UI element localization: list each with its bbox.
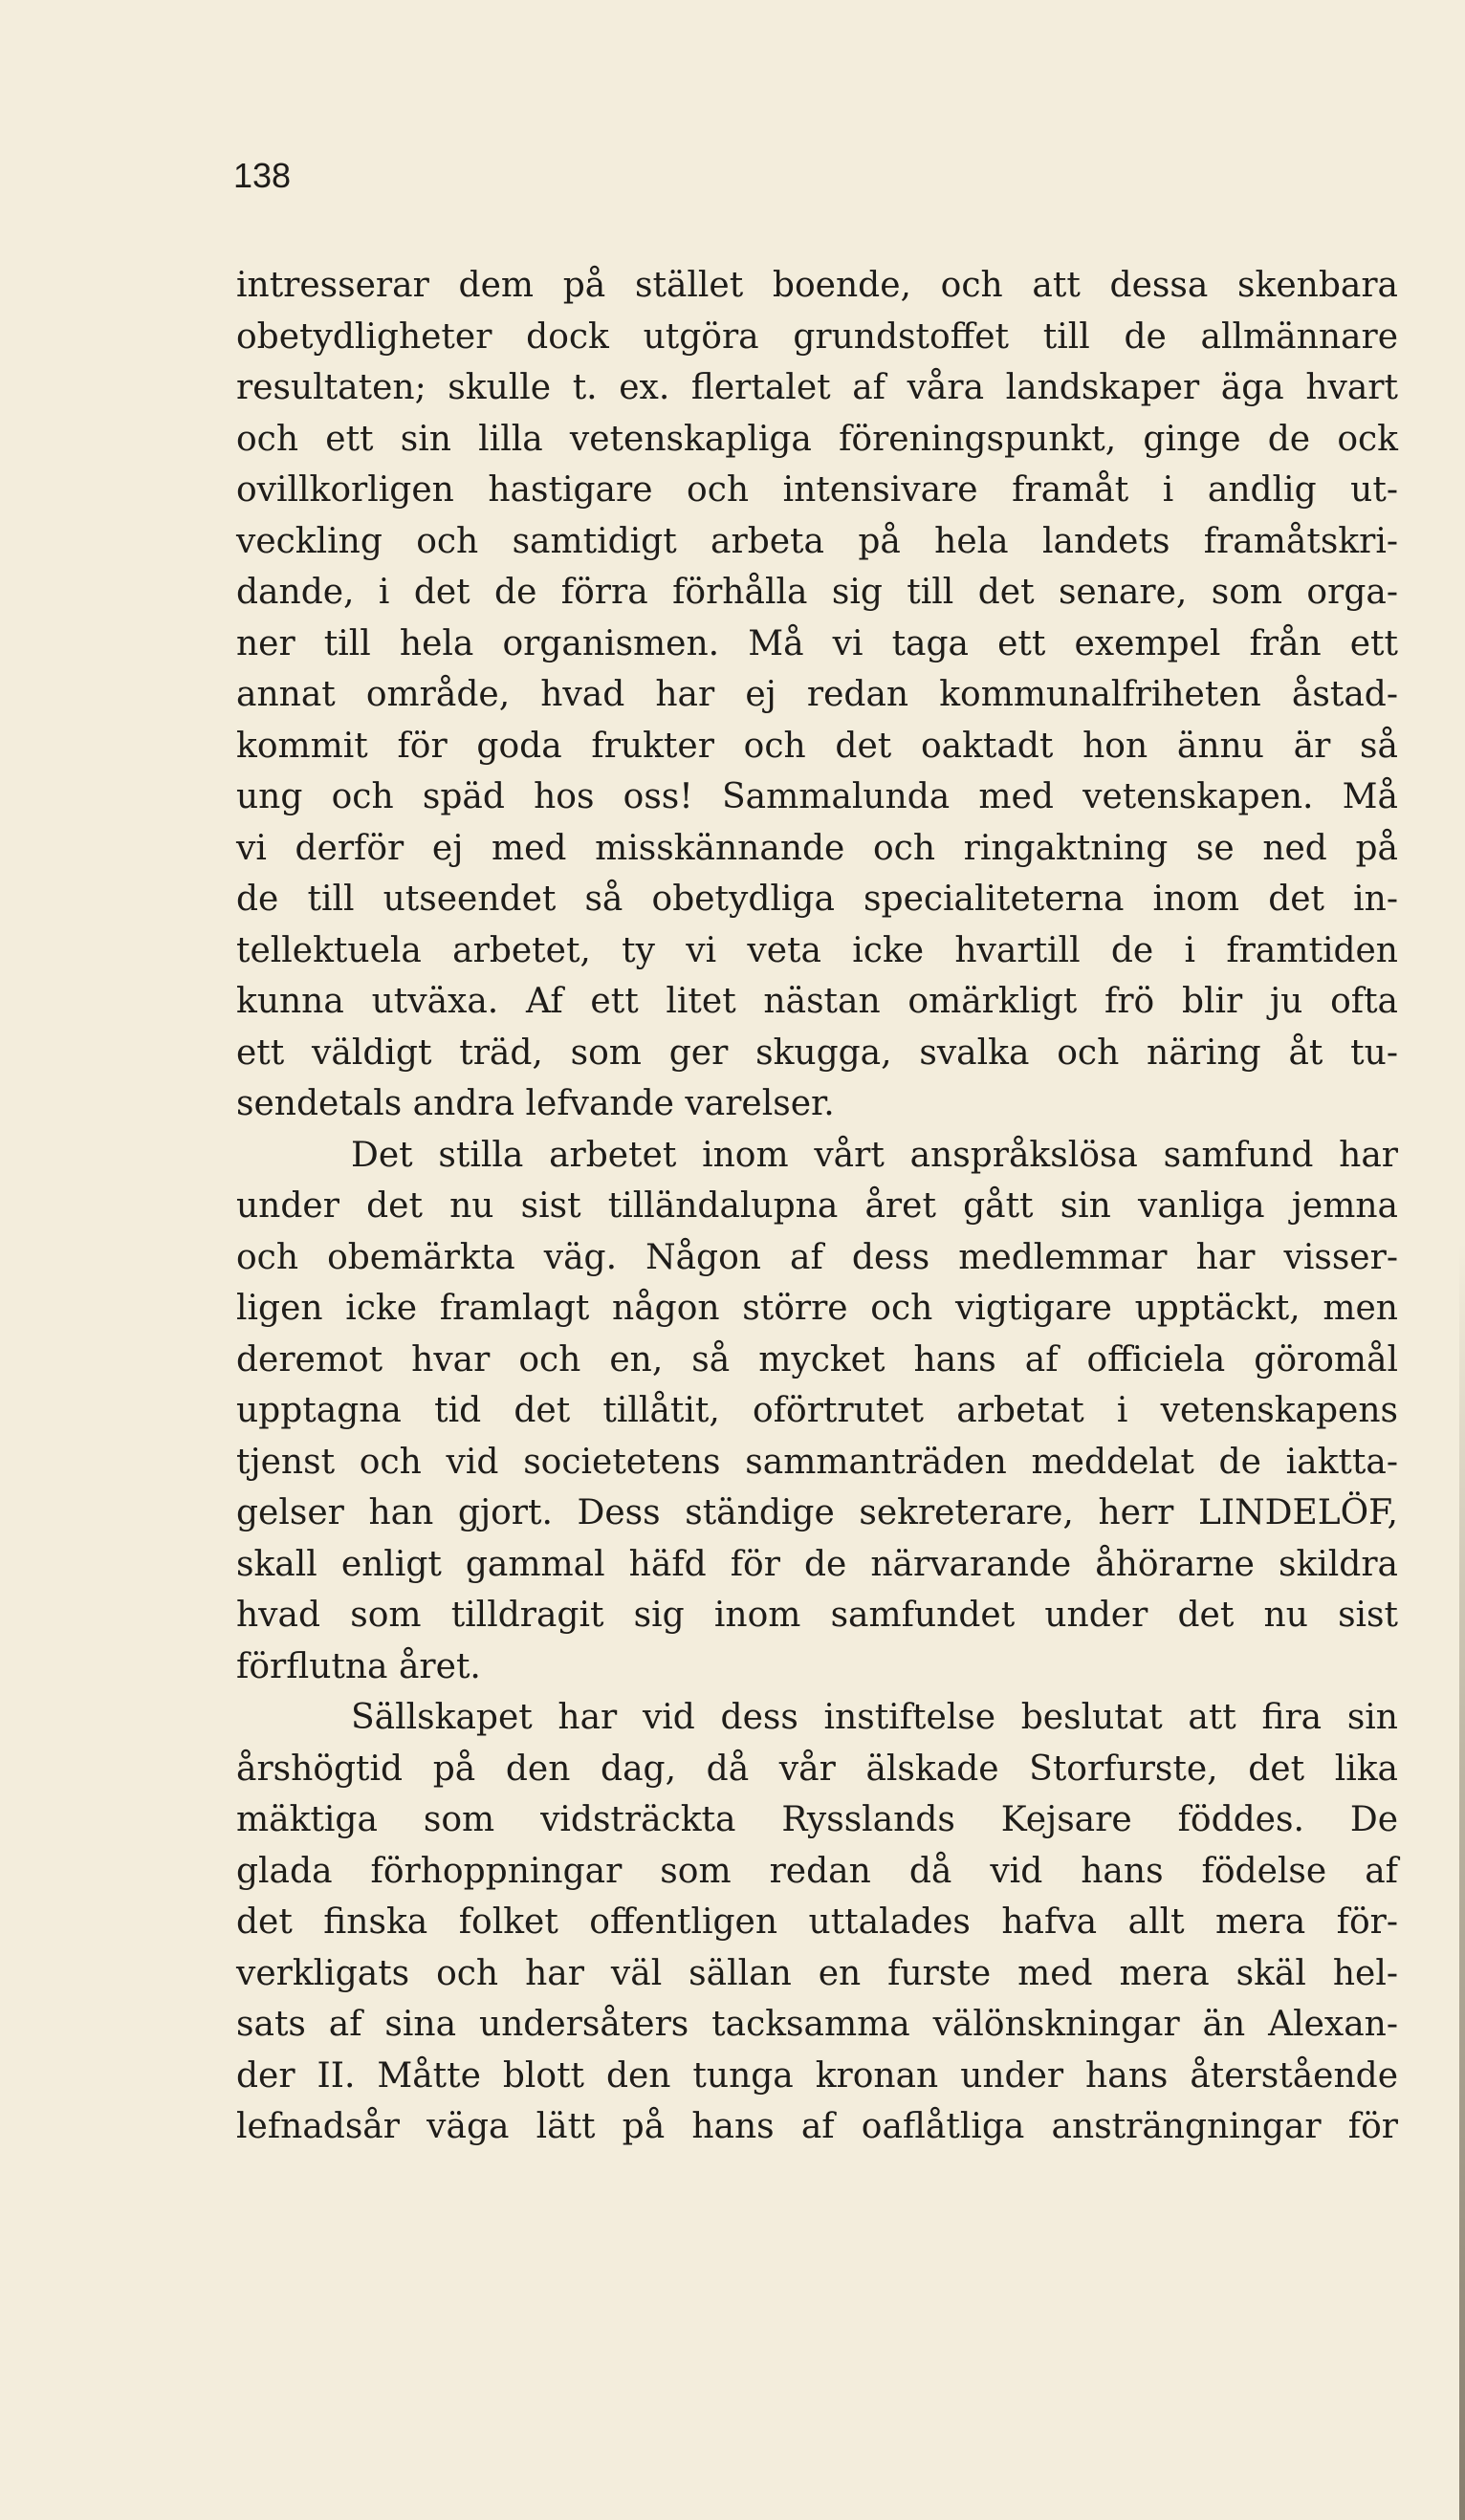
text-line: årshögtid på den dag, då vår älskade Storfurste, det lika xyxy=(236,1749,1398,1789)
paragraph-start-line: Det stilla arbetet inom vårt anspråkslösa samfund har xyxy=(351,1135,1398,1175)
paragraph-start-line: Sällskapet har vid dess instiftelse beslutat att fira sin xyxy=(351,1698,1398,1737)
text-line: lefnadsår väga lätt på hans af oaflåtliga ansträngningar för xyxy=(236,2107,1398,2146)
text-line: skall enligt gammal häfd för de närvarande åhörarne skildra xyxy=(236,1544,1398,1584)
text-line: de till utseendet så obetydliga specialiteterna inom det in- xyxy=(236,880,1398,919)
text-line: hvad som tilldragit sig inom samfundet under det nu sist xyxy=(236,1596,1398,1635)
text-line: tellektuela arbetet, ty vi veta icke hvartill de i framtiden xyxy=(236,930,1398,970)
text-line: der II. Måtte blott den tunga kronan under hans återstående xyxy=(236,2055,1398,2096)
text-line: gelser han gjort. Dess ständige sekreterare, herr LINDELÖF, xyxy=(236,1493,1398,1532)
text-line: under det nu sist tilländalupna året gått sin vanliga jemna xyxy=(236,1186,1398,1226)
text-line: tjenst och vid societetens sammanträden meddelat de iaktta- xyxy=(236,1442,1398,1482)
text-line: sendetals andra lefvande varelser. xyxy=(236,1084,835,1123)
text-line: kunna utväxa. Af ett litet nästan omärkligt frö blir ju ofta xyxy=(236,982,1398,1021)
text-line: vi derför ej med misskännande och ringaktning se ned på xyxy=(236,828,1398,868)
text-line: annat område, hvad har ej redan kommunalfriheten åstad- xyxy=(236,675,1398,714)
text-line: intresserar dem på stället boende, och att dessa skenbara xyxy=(236,266,1398,305)
page-edge-shadow xyxy=(1459,1243,1465,2520)
text-line: deremot hvar och en, så mycket hans af officiela göromål xyxy=(236,1339,1398,1379)
body-text xyxy=(236,260,1398,2153)
text-line: verkligats och har väl sällan en furste med mera skäl hel- xyxy=(236,1953,1398,1993)
text-line: förflutna året. xyxy=(236,1646,481,1686)
text-line: ett väldigt träd, som ger skugga, svalka och näring åt tu- xyxy=(236,1032,1398,1073)
text-line: upptagna tid det tillåtit, oförtrutet arbetat i vetenskapens xyxy=(236,1391,1398,1430)
text-line: sats af sina undersåters tacksamma välönskningar än Alexan- xyxy=(236,2005,1398,2044)
text-line: kommit för goda frukter och det oaktadt hon ännu är så xyxy=(236,726,1398,766)
text-line: resultaten; skulle t. ex. flertalet af våra landskaper äga hvart xyxy=(236,368,1398,407)
text-line: ovillkorligen hastigare och intensivare framåt i andlig ut- xyxy=(236,470,1398,510)
text-line: ner till hela organismen. Må vi taga ett exempel från ett xyxy=(236,623,1398,663)
text-line: ligen icke framlagt någon större och vigtigare upptäckt, men xyxy=(236,1289,1398,1328)
text-line: och ett sin lilla vetenskapliga föreningspunkt, ginge de ock xyxy=(236,419,1398,459)
text-line: ung och späd hos oss! Sammalunda med vetenskapen. Må xyxy=(236,777,1398,816)
text-line: och obemärkta väg. Någon af dess medlemmar har visser- xyxy=(236,1237,1398,1277)
text-line: obetydligheter dock utgöra grundstoffet till de allmännare xyxy=(236,316,1398,357)
text-line: dande, i det de förra förhålla sig till det senare, som orga- xyxy=(236,573,1398,612)
text-line: veckling och samtidigt arbeta på hela landets framåtskri- xyxy=(236,521,1398,561)
text-line: mäktiga som vidsträckta Rysslands Kejsare föddes. De xyxy=(236,1800,1398,1839)
text-line: det finska folket offentligen uttalades hafva allt mera för- xyxy=(236,1902,1398,1942)
text-line: glada förhoppningar som redan då vid hans födelse af xyxy=(236,1851,1398,1891)
page-number: 138 xyxy=(233,156,292,195)
